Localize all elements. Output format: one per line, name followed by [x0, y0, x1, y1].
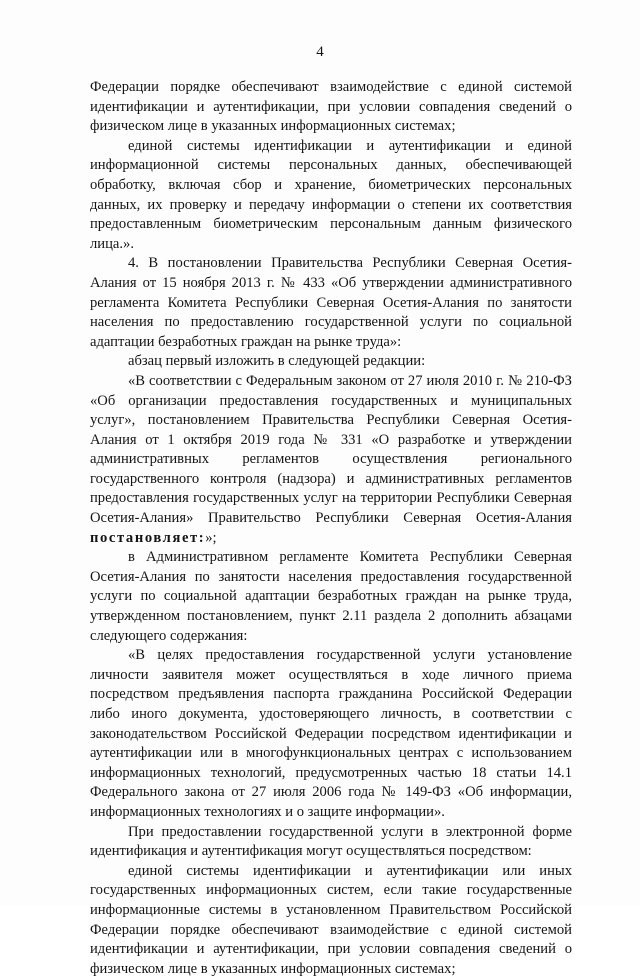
paragraph-unified-system-or-other: единой системы идентификации и аутентификации или иных государственных информационных систем, если такие государственные информационные системы в установленном Правительством Российской Федерации порядке обеспечивают взаимодействие с единой системой идентификации и аутентификации, при условии совпадения сведений о физическом лице в указанных информационных системах; — [90, 862, 572, 977]
paragraph-unified-system: единой системы идентификации и аутентификации и единой информационной системы персональных данных, обеспечивающей обработку, включая сбор и хранение, биометрических персональных данных, их проверку и передачу информации о степени их соответствия предоставленным биометрическим персональным данным физического лица.». — [90, 137, 572, 252]
paragraph-new-wording — [90, 372, 572, 548]
paragraph-admin-reglament: в Административном регламенте Комитета Республики Северная Осетия-Алания по занятости населения предоставления государственной услуги по социальной адаптации безработных граждан на рынке труда, утвержденном постановлением, пункт 2.11 раздела 2 дополнить абзацами следующего содержания: — [90, 549, 572, 644]
postanovlyaet-word: постановляет: — [90, 529, 206, 546]
paragraph-identity: «В целях предоставления государственной услуги установление личности заявителя может осуществляться в ходе личного приема посредством предъявления паспорта гражданина Российской Федерации либо иного документа, удостоверяющего личность, в соответствии с законодательством Российской Федерации посредством идентификации и аутентификации или в многофункциональных центрах с использованием информационных технологий, предусмотренных частью 18 статьи 14.1 Федерального закона от 27 июля 2006 года № 149-ФЗ «Об информации, информационных технологиях и о защите информации». — [90, 647, 572, 820]
document-body — [90, 78, 572, 979]
new-wording-text: «В соответствии с Федеральным законом от 27 июля 2010 г. № 210-ФЗ «Об организации предоставления государственных и муниципальных услуг», постановлением Правительства Республики Северная Осетия-Алания от 1 октября 2019 года № 331 «О разработке и утверждении административных регламентов осуществления регионального государственного контроля (надзора) и административных регламентов предоставления государственных услуг на территории Республики Северная Осетия-Алания» Правительство Республики Северная Осетия-Алания — [90, 372, 572, 527]
paragraph-electronic-form: При предоставлении государственной услуги в электронной форме идентификация и аутентификация могут осуществляться посредством: — [90, 823, 572, 860]
paragraph-first-abzac: абзац первый изложить в следующей редакции: — [128, 353, 426, 370]
paragraph-continuation: Федерации порядке обеспечивают взаимодействие с единой системой идентификации и аутентификации, при условии совпадения сведений о физическом лице в указанных информационных системах; — [90, 79, 572, 135]
paragraph-item-4: 4. В постановлении Правительства Республики Северная Осетия-Алания от 15 ноября 2013 г. № 433 «Об утверждении административного регламента Комитета Республики Северная Осетия-Алания по занятости населения по предоставлению государственной услуги по социальной адаптации безработных граждан на рынке труда»: — [90, 255, 572, 350]
closing-quote: »; — [205, 529, 217, 546]
page-number: 4 — [316, 44, 324, 60]
